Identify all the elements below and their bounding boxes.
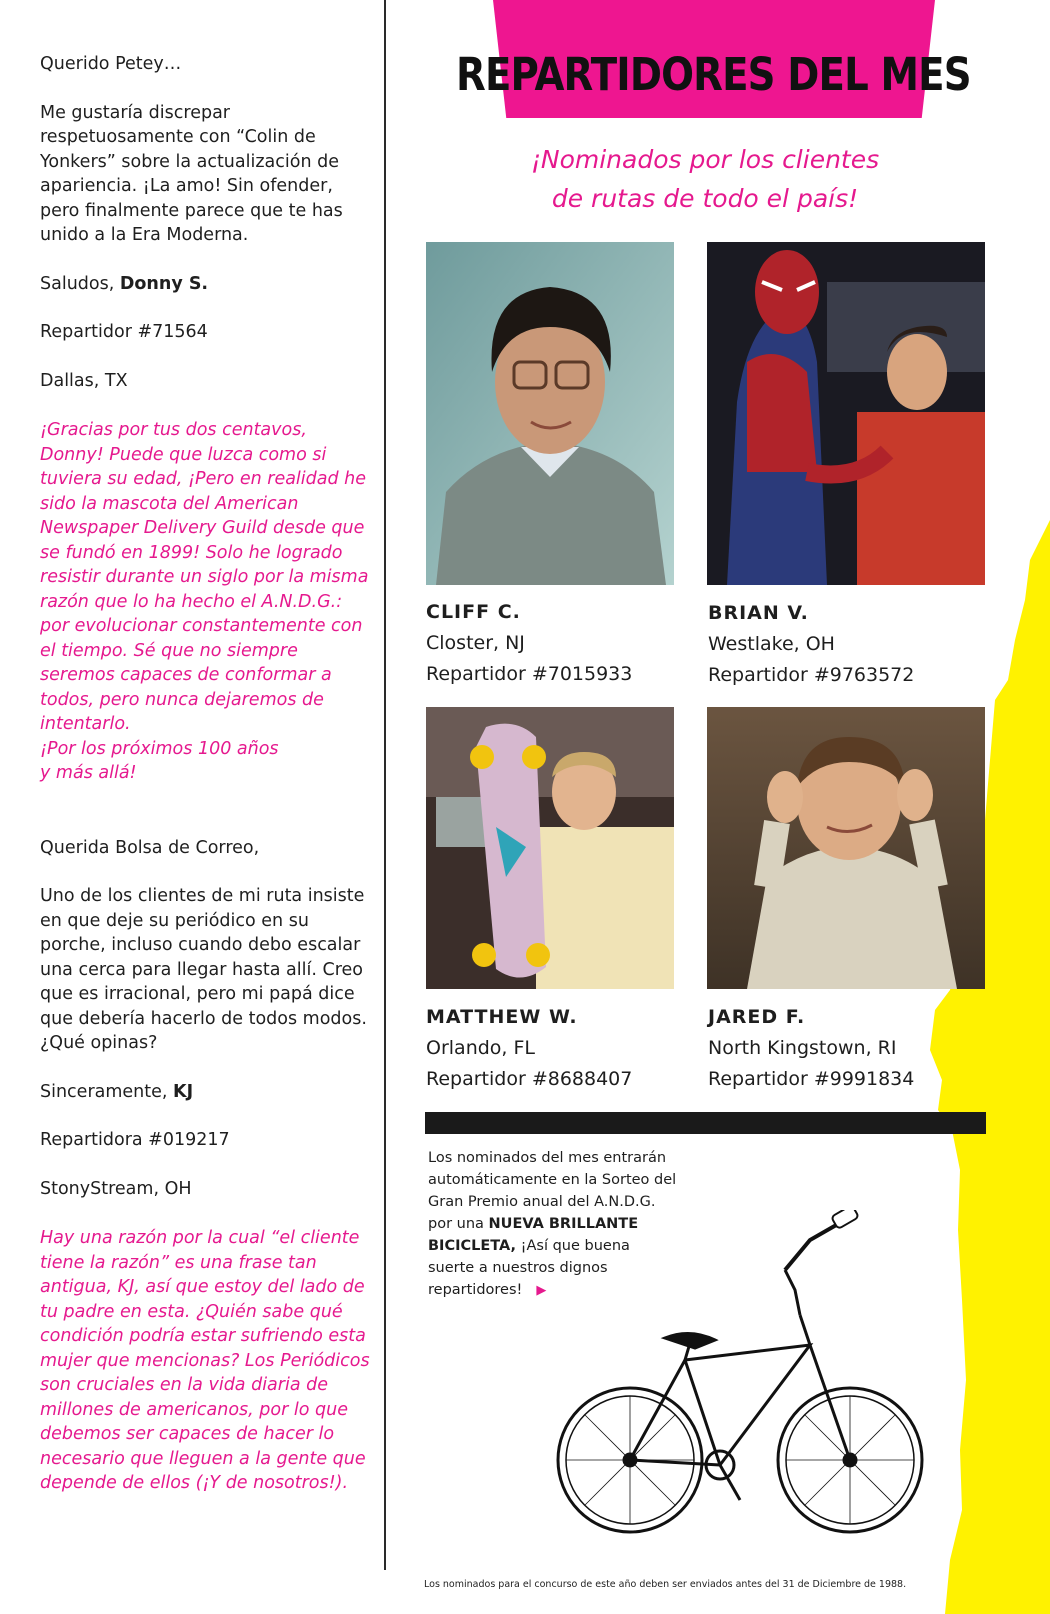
letter2-carrier: Repartidora #019217 [40,1130,230,1150]
letter2-body: Uno de los clientes de mi ruta insiste en que deje su periódico en su porche, incluso cuando debo escalar una cerca para llegar hasta allí. Creo que es irracional, pero mi papá dice que debería hacerlo de todos modos. ¿Qué opinas? [40,886,367,1053]
nominee-city: Closter, NJ [426,632,525,654]
nominee-carrier: Repartidor #8688407 [426,1068,633,1090]
letter1-carrier: Repartidor #71564 [40,322,208,342]
nominee-name: MATTHEW W. [426,1006,578,1028]
page-subtitle [490,140,920,218]
nominee-photo-cliff [426,242,674,585]
letter2-closing: Sinceramente, [40,1081,168,1102]
letter2-signoff [40,1080,370,1105]
nominee-name: BRIAN V. [708,602,809,624]
nominee-carrier: Repartidor #9991834 [708,1068,915,1090]
nominee-carrier: Repartidor #7015933 [426,663,633,685]
nominee-city: North Kingstown, RI [708,1037,897,1059]
arrow-right-icon: ▶ [536,1283,547,1298]
letter2-signer: KJ [173,1081,194,1102]
nominee-carrier: Repartidor #9763572 [708,664,915,686]
letter1-reply-line3: y más allá! [40,763,137,783]
nominee-photo-jared [707,707,985,989]
letter1-greeting: Querido Petey… [40,54,182,74]
footnote: Los nominados para el concurso de este año deben ser enviados antes del 31 de Diciembre de 1988. [424,1579,907,1590]
letter2-reply: Hay una razón por la cual “el cliente tiene la razón” es una frase tan antigua, KJ, así que estoy del lado de tu padre en esta. ¿Quién sabe qué condición podría estar sufriendo esta mujer que mencionas? Los Periódicos son cruciales en la vida diaria de millones de americanos, por lo que debemos ser capaces de hacer lo necesario que lleguen a la gente que depende de ellos (¡Y de nosotros!). [40,1228,370,1493]
nominee-caption-matthew [426,1002,632,1095]
letter1-body: Me gustaría discrepar respetuosamente con “Colin de Yonkers” sobre la actualización de apariencia. ¡La amo! Sin ofender, pero finalmente parece que te has unido a la Era Moderna. [40,102,343,245]
nominee-name: JARED F. [708,1006,806,1028]
nominee-name: CLIFF C. [426,601,521,623]
letter1-signoff [40,272,370,297]
page-title: REPARTIDORES DEL MES [456,48,971,101]
bicycle-illustration [545,1210,935,1540]
nominee-photo-matthew [426,707,674,989]
letter1-signer: Donny S. [119,273,209,294]
section-divider-bar [425,1112,986,1134]
nominee-city: Westlake, OH [708,633,835,655]
letter2-location: StonyStream, OH [40,1178,192,1199]
nominee-city: Orlando, FL [426,1037,536,1059]
letter1-reply-line2: ¡Por los próximos 100 años [40,738,279,759]
nominee-photo-brian [707,242,985,585]
letters-column [40,52,370,1496]
subtitle-line-1: ¡Nominados por los clientes [530,145,880,174]
subtitle-line-2: de rutas de todo el país! [551,184,859,213]
contest-text-a: Los nominados del mes entrarán automáticamente en la Sorteo del Gran Premio anual del A.N.D.G. por una [428,1150,677,1232]
column-divider [384,0,386,1570]
letter1-closing: Saludos, [40,273,115,294]
nominee-caption-jared [708,1002,914,1095]
contest-text-b: ¡Así que buena suerte a nuestros dignos repartidores! [428,1238,630,1298]
letter2-greeting: Querida Bolsa de Correo, [40,837,260,858]
nominee-caption-cliff [426,597,632,690]
contest-prize: NUEVA BRILLANTE BICICLETA, [428,1216,639,1254]
nominee-caption-brian [708,598,914,691]
letter1-reply: ¡Gracias por tus dos centavos, Donny! Puede que luzca como si tuviera su edad, ¡Pero en realidad he sido la mascota del American Newspaper Delivery Guild desde que se fundó en 1899! Solo he logrado resistir durante un siglo por la misma razón que lo ha hecho el A.N.D.G.: por evolucionar constantemente con el tiempo. Sé que no siempre seremos capaces de conformar a todos, pero nunca dejaremos de intentarlo. [40,420,369,734]
letter1-location: Dallas, TX [40,370,128,391]
